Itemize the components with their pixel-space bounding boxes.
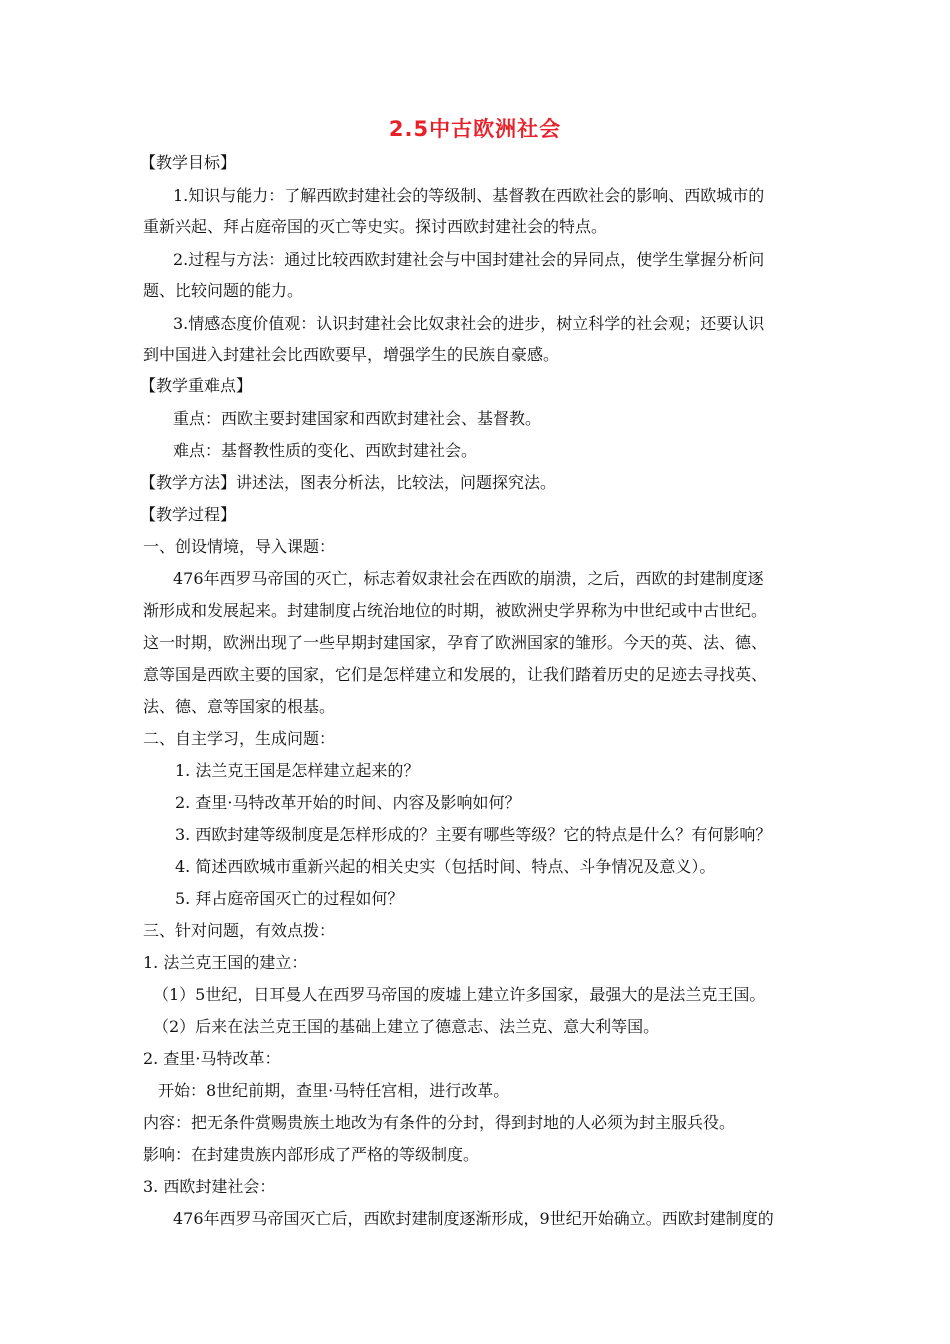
section-heading-process: 【教学过程】 [140, 505, 237, 524]
paragraph-line: 这一时期，欧洲出现了一些早期封建国家，孕育了欧洲国家的雏形。今天的英、法、德、 [143, 633, 768, 652]
section-heading-key-points: 【教学重难点】 [140, 376, 253, 395]
paragraph-line: 题、比较问题的能力。 [143, 281, 304, 300]
paragraph-line: 重新兴起、拜占庭帝国的灭亡等史实。探讨西欧封建社会的特点。 [143, 217, 608, 236]
paragraph-line: 难点：基督教性质的变化、西欧封建社会。 [173, 441, 478, 460]
list-item: 3. 西欧封建社会： [143, 1177, 276, 1196]
paragraph-line: 开始：8世纪前期，查里·马特任宫相，进行改革。 [158, 1081, 510, 1100]
paragraph-line: 意等国是西欧主要的国家，它们是怎样建立和发展的，让我们踏着历史的足迹去寻找英、 [143, 665, 768, 684]
subsection-heading: 三、针对问题，有效点拨： [143, 921, 336, 940]
subsection-heading: 二、自主学习，生成问题： [143, 729, 336, 748]
paragraph-line: 重点：西欧主要封建国家和西欧封建社会、基督教。 [173, 409, 542, 428]
list-item: 1. 法兰克王国是怎样建立起来的？ [175, 761, 420, 780]
paragraph-line: 476年西罗马帝国的灭亡，标志着奴隶社会在西欧的崩溃，之后，西欧的封建制度逐 [173, 569, 764, 588]
paragraph-line: 法、德、意等国家的根基。 [143, 697, 336, 716]
list-item: 3. 西欧封建等级制度是怎样形成的？主要有哪些等级？它的特点是什么？有何影响？ [175, 825, 772, 844]
paragraph-line: 476年西罗马帝国灭亡后，西欧封建制度逐渐形成，9世纪开始确立。西欧封建制度的 [173, 1209, 774, 1228]
paragraph-line: 内容：把无条件赏赐贵族土地改为有条件的分封，得到封地的人必须为封主服兵役。 [143, 1113, 736, 1132]
list-item: 2. 查里·马特改革开始的时间、内容及影响如何？ [175, 793, 521, 812]
paragraph-line: 影响：在封建贵族内部形成了严格的等级制度。 [143, 1145, 480, 1164]
document-title: 2.5中古欧洲社会 [388, 117, 562, 141]
paragraph-line: 1.知识与能力：了解西欧封建社会的等级制、基督教在西欧社会的影响、西欧城市的 [173, 186, 765, 205]
list-item: 4. 简述西欧城市重新兴起的相关史实（包括时间、特点、斗争情况及意义）。 [175, 857, 716, 876]
list-item: 2. 查里·马特改革： [143, 1049, 281, 1068]
list-item: 5. 拜占庭帝国灭亡的过程如何？ [175, 889, 404, 908]
section-heading-objectives: 【教学目标】 [140, 153, 237, 172]
list-item: （2）后来在法兰克王国的基础上建立了德意志、法兰克、意大利等国。 [153, 1017, 660, 1036]
paragraph-line: 2.过程与方法：通过比较西欧封建社会与中国封建社会的异同点，使学生掌握分析问 [173, 250, 765, 269]
section-heading-methods: 【教学方法】讲述法，图表分析法，比较法，问题探究法。 [140, 473, 557, 492]
subsection-heading: 一、创设情境，导入课题： [143, 537, 336, 556]
paragraph-line: 渐形成和发展起来。封建制度占统治地位的时期，被欧洲史学界称为中世纪或中古世纪。 [143, 601, 768, 620]
paragraph-line: 3.情感态度价值观：认识封建社会比奴隶社会的进步，树立科学的社会观；还要认识 [173, 314, 765, 333]
paragraph-line: 到中国进入封建社会比西欧要早，增强学生的民族自豪感。 [143, 345, 560, 364]
list-item: （1）5世纪，日耳曼人在西罗马帝国的废墟上建立许多国家，最强大的是法兰克王国。 [153, 985, 766, 1004]
list-item: 1. 法兰克王国的建立： [143, 953, 308, 972]
